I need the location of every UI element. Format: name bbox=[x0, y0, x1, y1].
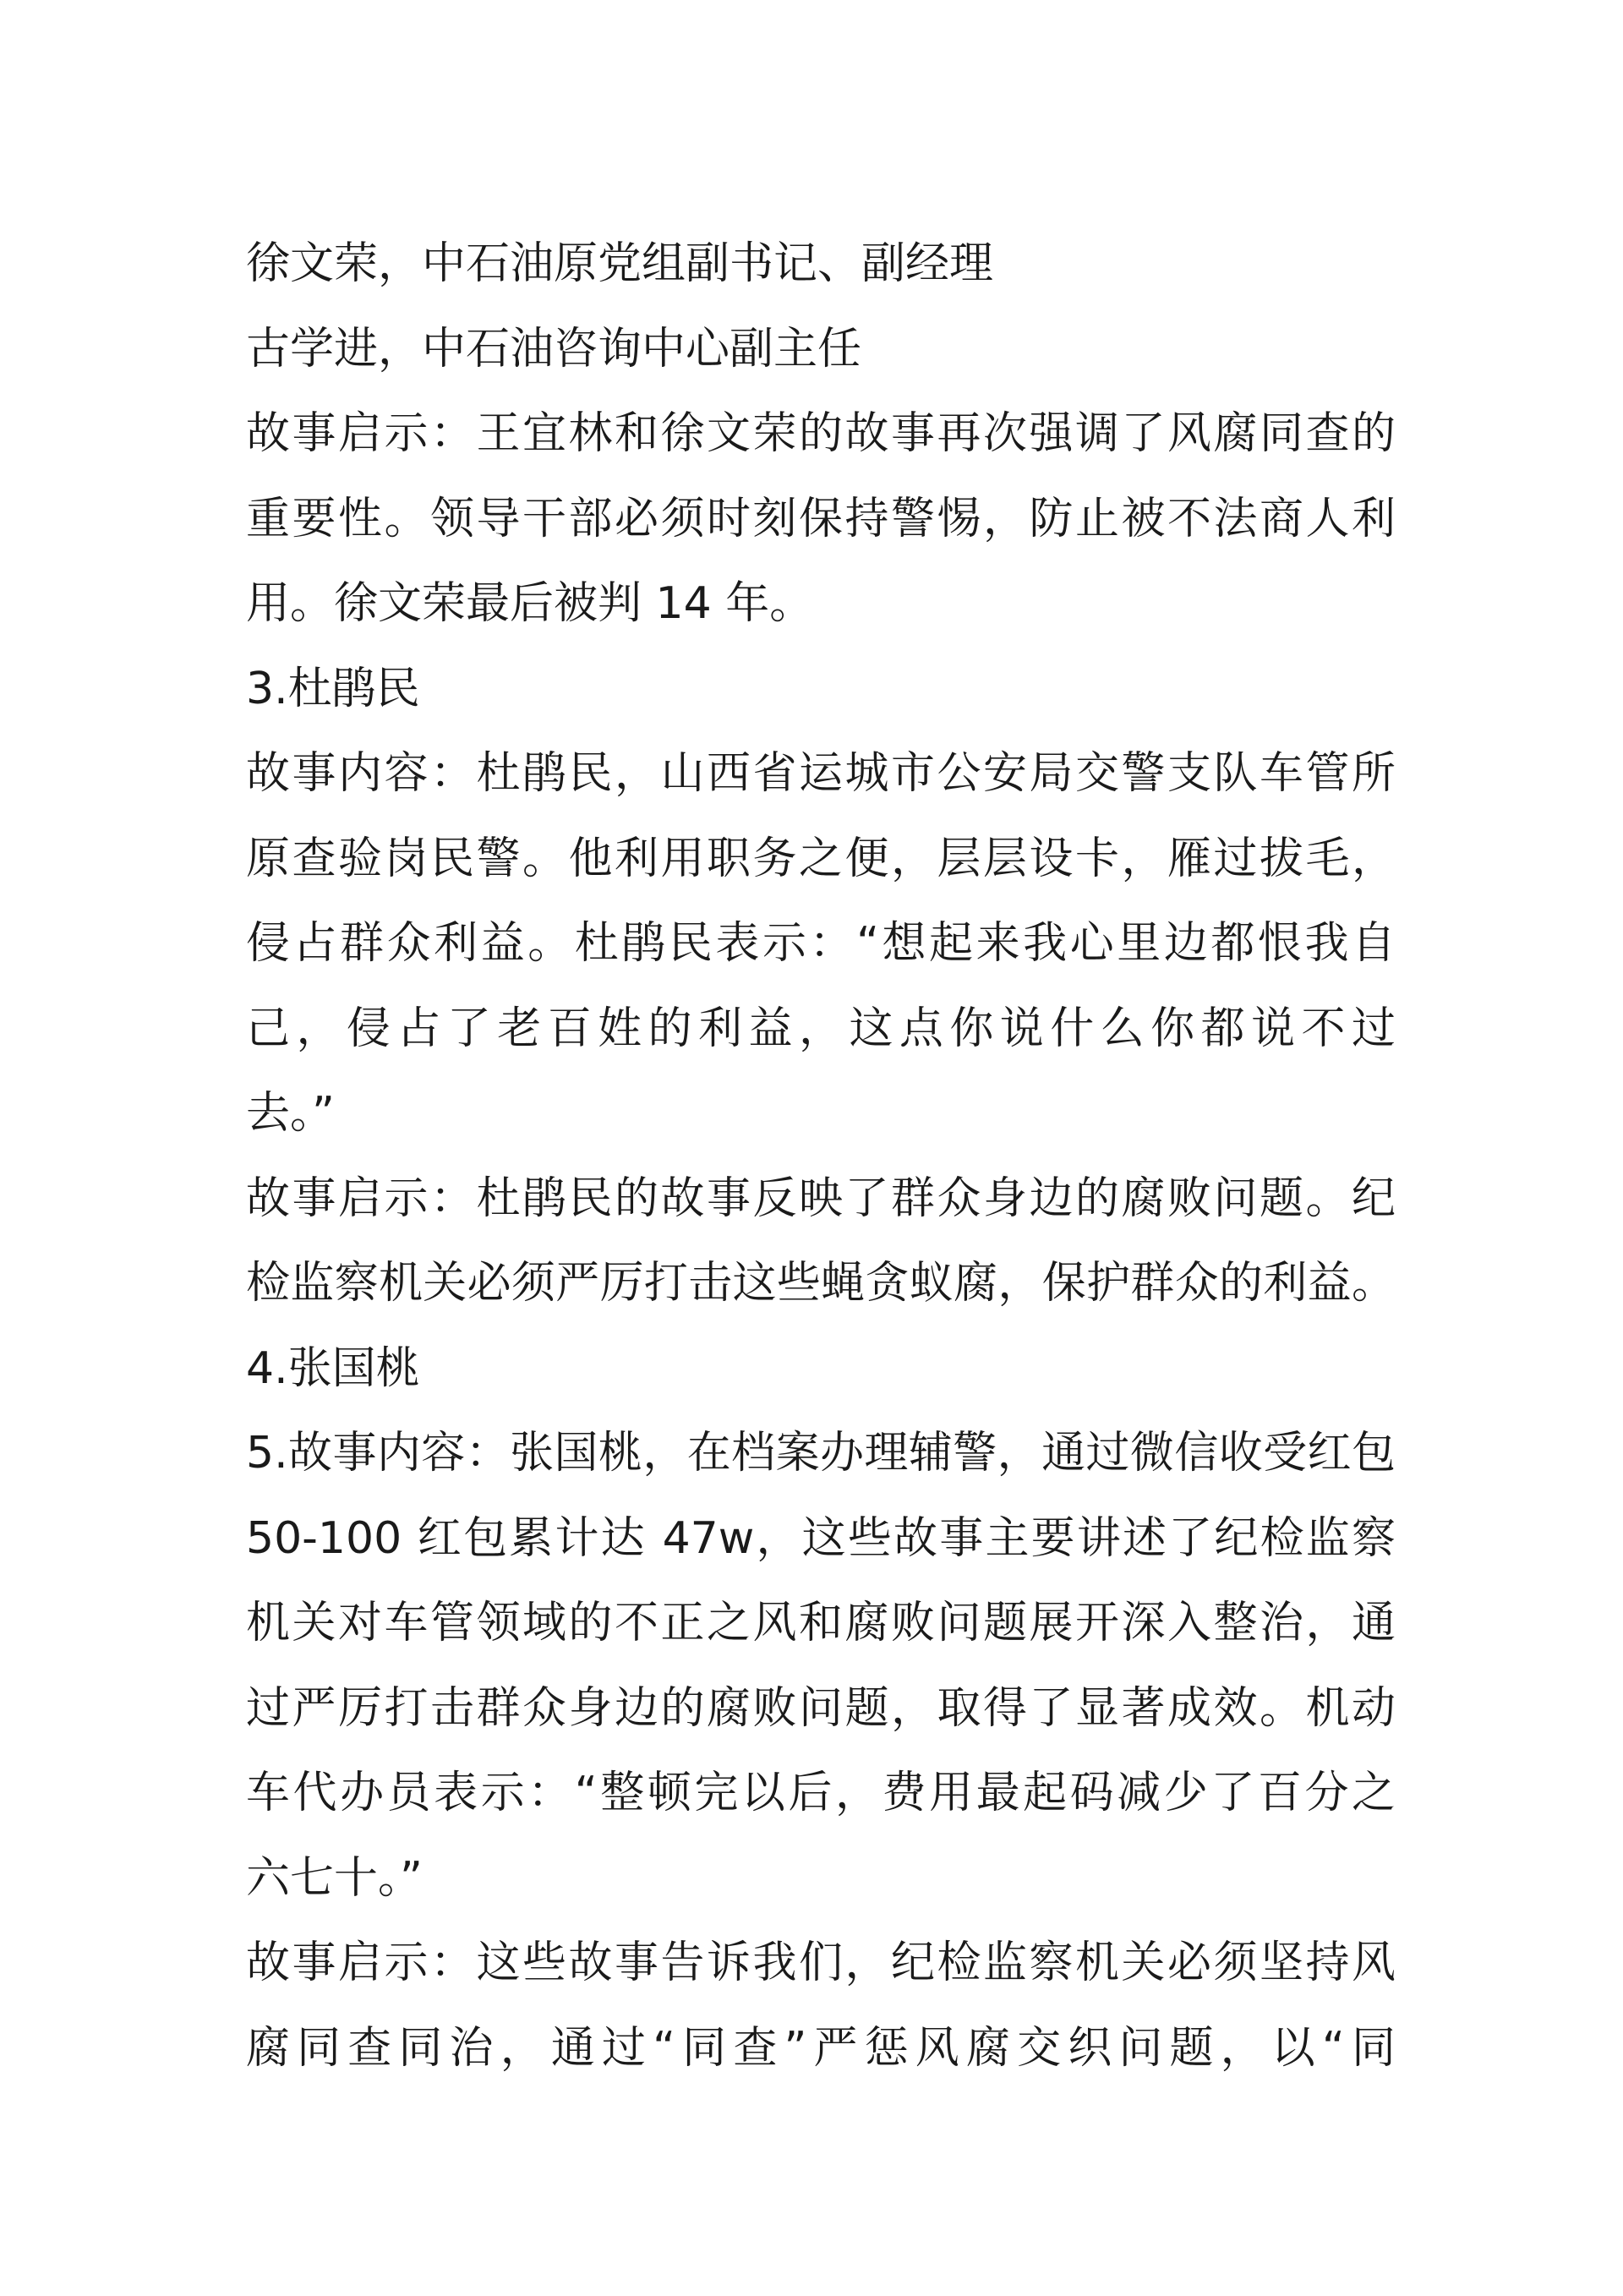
document-body bbox=[246, 221, 1396, 2091]
text-line: 重要性。领导干部必须时刻保持警惕，防止被不法商人利 bbox=[246, 493, 1396, 544]
text-line: 故事启示：这些故事告诉我们，纪检监察机关必须坚持风 bbox=[246, 1938, 1396, 1988]
text-line: 50-100 红包累计达 47w，这些故事主要讲述了纪检监察 bbox=[246, 1512, 1396, 1564]
text-line: 用。徐文荣最后被判 14 年。 bbox=[246, 578, 814, 629]
text-line: 侵占群众利益。杜鹃民表示：“想起来我心里边都恨我自 bbox=[246, 918, 1396, 969]
text-line: 过严厉打击群众身边的腐败问题，取得了显著成效。机动 bbox=[246, 1682, 1396, 1734]
text-line: 古学进，中石油咨询中心副主任 bbox=[246, 323, 862, 374]
text-line: 己，侵占了老百姓的利益，这点你说什么你都说不过 bbox=[246, 1003, 1396, 1054]
section-heading: 4.张国桃 bbox=[246, 1342, 420, 1394]
text-line: 腐同查同治，通过“同查”严惩风腐交织问题，以“同 bbox=[246, 2022, 1396, 2074]
text-line: 故事内容：杜鹃民，山西省运城市公安局交警支队车管所 bbox=[246, 748, 1396, 799]
text-line: 徐文荣，中石油原党组副书记、副经理 bbox=[246, 238, 994, 289]
text-line: 去。” bbox=[246, 1088, 335, 1139]
section-heading: 3.杜鹃民 bbox=[246, 663, 420, 714]
text-line: 原查验岗民警。他利用职务之便，层层设卡，雁过拔毛， bbox=[246, 833, 1396, 884]
text-line: 5.故事内容：张国桃，在档案办理辅警，通过微信收受红包 bbox=[246, 1428, 1396, 1479]
text-line: 故事启示：杜鹃民的故事反映了群众身边的腐败问题。纪 bbox=[246, 1173, 1396, 1224]
text-line: 机关对车管领域的不正之风和腐败问题展开深入整治，通 bbox=[246, 1598, 1396, 1648]
text-line: 故事启示：王宜林和徐文荣的故事再次强调了风腐同查的 bbox=[246, 408, 1396, 459]
text-line: 车代办员表示：“整顿完以后，费用最起码减少了百分之 bbox=[246, 1768, 1396, 1818]
text-line: 检监察机关必须严厉打击这些蝇贪蚁腐，保护群众的利益。 bbox=[246, 1258, 1396, 1309]
text-line: 六七十。” bbox=[246, 1852, 423, 1904]
